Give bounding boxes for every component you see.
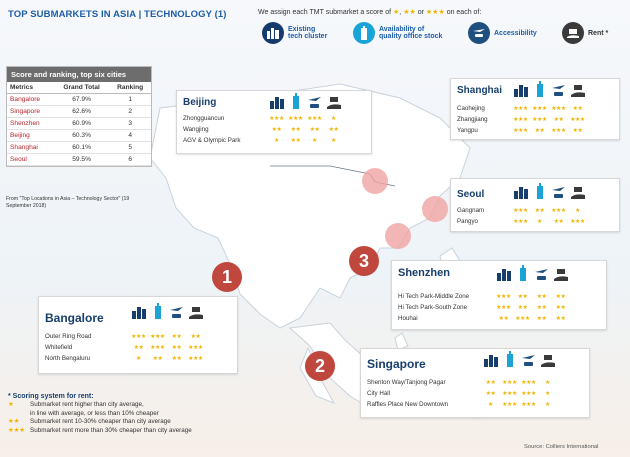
star-rating: ★★ xyxy=(517,293,528,300)
star-rating: ★★ xyxy=(536,304,547,311)
star-rating: ★★ xyxy=(536,293,547,300)
star-rating: ★★ xyxy=(553,116,564,123)
table-row: Shenzhen 60.9% 3 xyxy=(7,118,151,130)
star-rating: ★★ xyxy=(517,304,528,311)
star-rating: ★★★ xyxy=(502,379,517,386)
submarket-row xyxy=(183,124,343,134)
skyscraper-icon xyxy=(148,303,167,319)
footnote-line: ★★★ Submarket rent more than 30% cheaper than city average xyxy=(8,426,192,434)
footnote-line: ★★ Submarket rent 10-30% cheaper than city average xyxy=(8,418,171,426)
scoring-intro: We assign each TMT submarket a score of ★, ★★ or ★★★ on each of: xyxy=(258,9,482,16)
submarket-row xyxy=(183,135,343,145)
star-rating: ★★ xyxy=(555,315,566,322)
building-cluster-icon xyxy=(481,351,500,367)
star-rating: ★★★ xyxy=(513,105,528,112)
column-header: Grand Total xyxy=(54,82,109,94)
airplane-car-icon xyxy=(305,93,324,109)
building-cluster-icon xyxy=(494,265,513,281)
footnote-line: ★ Submarket rent higher than city average, xyxy=(8,401,144,409)
score-ranking-table xyxy=(6,66,152,167)
money-hand-icon xyxy=(568,81,587,97)
star-rating: ★ xyxy=(331,115,336,122)
airplane-car-icon xyxy=(532,265,551,281)
submarket-label: Wangjing xyxy=(183,125,209,133)
star-rating: ★★ xyxy=(485,390,496,397)
star-rating: ★★ xyxy=(171,333,182,340)
star-rating: ★★★ xyxy=(513,116,528,123)
money-hand-icon xyxy=(324,93,343,109)
submarket-row xyxy=(45,331,205,341)
submarket-label: City Hall xyxy=(367,389,391,397)
submarket-label: Gangnam xyxy=(457,206,485,214)
star-rating: ★★ xyxy=(536,315,547,322)
airplane-car-icon xyxy=(519,351,538,367)
star-rating: ★★★ xyxy=(307,115,322,122)
star-rating: ★★ xyxy=(171,355,182,362)
star-rating: ★★★ xyxy=(513,218,528,225)
submarket-label: Zhongguancun xyxy=(183,114,225,122)
airplane-car-icon xyxy=(468,22,490,44)
star-rating: ★ xyxy=(136,355,141,362)
star-rating: ★★ xyxy=(290,137,301,144)
score-table-header: Score and ranking, top six cities xyxy=(7,67,151,82)
star-rating: ★ xyxy=(545,379,550,386)
legend-rent: Rent * xyxy=(562,22,608,44)
skyscraper-icon xyxy=(353,22,375,44)
star-rating: ★ xyxy=(545,390,550,397)
star-rating: ★ xyxy=(537,218,542,225)
star-rating: ★★ xyxy=(553,218,564,225)
star-rating: ★ xyxy=(331,137,336,144)
star-rating: ★★★ xyxy=(188,355,203,362)
money-hand-icon xyxy=(186,303,205,319)
singapore-rank-marker: 2 xyxy=(305,351,335,381)
skyscraper-icon xyxy=(530,81,549,97)
star-rating: ★★★ xyxy=(269,115,284,122)
money-hand-icon xyxy=(551,265,570,281)
submarket-label: Raffles Place New Downtown xyxy=(367,400,449,408)
star-rating: ★★★ xyxy=(515,315,530,322)
skyscraper-icon xyxy=(530,183,549,199)
table-row: Bangalore 67.9% 1 xyxy=(7,94,151,106)
city-name: Beijing xyxy=(183,97,217,108)
skyscraper-icon xyxy=(286,93,305,109)
star-rating: ★★ xyxy=(190,333,201,340)
star-rating: ★★★ xyxy=(496,304,511,311)
building-cluster-icon xyxy=(129,303,148,319)
column-header: Metrics xyxy=(7,82,54,94)
star-rating: ★★★ xyxy=(521,401,536,408)
submarket-label: North Bengaluru xyxy=(45,354,91,362)
seoul-marker xyxy=(422,196,448,222)
submarket-label: Whitefield xyxy=(45,343,73,351)
star-rating: ★★ xyxy=(271,126,282,133)
submarket-row xyxy=(398,291,570,301)
star-rating: ★★★ xyxy=(521,390,536,397)
criteria-icons xyxy=(511,81,587,97)
city-card-shenzhen xyxy=(391,260,607,330)
star-rating: ★★★ xyxy=(532,105,547,112)
star-rating: ★★★ xyxy=(502,390,517,397)
submarket-label: Yangpu xyxy=(457,126,478,134)
star-rating: ★★ xyxy=(498,315,509,322)
star-rating: ★★ xyxy=(485,379,496,386)
submarket-row xyxy=(45,353,205,363)
table-row: Singapore 62.6% 2 xyxy=(7,106,151,118)
star-rating: ★★★ xyxy=(570,218,585,225)
source-credit: Source: Colliers International xyxy=(524,444,599,450)
star-rating: ★★ xyxy=(309,126,320,133)
star-rating: ★★ xyxy=(572,127,583,134)
airplane-car-icon xyxy=(549,81,568,97)
star-rating: ★★ xyxy=(555,304,566,311)
city-card-singapore xyxy=(360,348,590,418)
city-name: Seoul xyxy=(457,189,485,200)
shenzhen-rank-marker: 3 xyxy=(349,246,379,276)
star-rating: ★ xyxy=(274,137,279,144)
column-header: Ranking xyxy=(109,82,151,94)
money-hand-icon xyxy=(538,351,557,367)
star-rating: ★★★ xyxy=(521,379,536,386)
star-rating: ★★★ xyxy=(150,344,165,351)
submarket-row xyxy=(45,342,205,352)
skyscraper-icon xyxy=(513,265,532,281)
table-row: Seoul 59.5% 6 xyxy=(7,154,151,166)
city-card-shanghai xyxy=(450,78,620,140)
submarket-label: Hi Tech Park-South Zone xyxy=(398,303,468,311)
footnote-line: in line with average, or less than 10% cheaper xyxy=(30,409,159,417)
submarket-label: Caohejing xyxy=(457,104,485,112)
building-cluster-icon xyxy=(511,183,530,199)
city-name: Shenzhen xyxy=(398,267,450,279)
star-rating: ★★★ xyxy=(551,127,566,134)
rent-scoring-footnote xyxy=(8,392,192,435)
city-card-beijing xyxy=(176,90,372,154)
star-rating: ★★★ xyxy=(551,207,566,214)
submarket-row xyxy=(457,103,587,113)
table-row: Shanghai 60.1% 5 xyxy=(7,142,151,154)
building-cluster-icon xyxy=(262,22,284,44)
star-rating: ★★ xyxy=(534,127,545,134)
submarket-label: Hi Tech Park-Middle Zone xyxy=(398,292,470,300)
money-hand-icon xyxy=(568,183,587,199)
airplane-car-icon xyxy=(167,303,186,319)
submarket-label: Zhangjiang xyxy=(457,115,488,123)
bangalore-rank-marker: 1 xyxy=(212,262,242,292)
footnote-heading: * Scoring system for rent: xyxy=(8,393,94,400)
star-rating: ★★★ xyxy=(551,105,566,112)
submarket-row xyxy=(367,399,557,409)
city-name: Singapore xyxy=(367,357,426,371)
submarket-label: AGV & Olympic Park xyxy=(183,136,241,144)
star-rating: ★★ xyxy=(133,344,144,351)
star-rating: ★ xyxy=(488,401,493,408)
submarket-label: Shenton Way/Tanjong Pagar xyxy=(367,378,446,386)
skyscraper-icon xyxy=(500,351,519,367)
submarket-label: Outer Ring Road xyxy=(45,332,92,340)
star-rating: ★★ xyxy=(152,355,163,362)
star-rating: ★★ xyxy=(290,126,301,133)
page-title: TOP SUBMARKETS IN ASIA | TECHNOLOGY (1) xyxy=(8,9,227,20)
city-card-seoul xyxy=(450,178,620,232)
star-rating: ★★★ xyxy=(496,293,511,300)
table-row: Beijing 60.3% 4 xyxy=(7,130,151,142)
star-rating: ★ xyxy=(575,207,580,214)
shanghai-marker xyxy=(385,223,411,249)
submarket-row xyxy=(457,216,587,226)
city-card-bangalore xyxy=(38,296,238,374)
star-rating: ★★★ xyxy=(570,116,585,123)
star-rating: ★★★ xyxy=(513,127,528,134)
beijing-marker xyxy=(362,168,388,194)
building-cluster-icon xyxy=(511,81,530,97)
star-rating: ★★★ xyxy=(513,207,528,214)
star-rating: ★★★ xyxy=(532,116,547,123)
star-rating: ★★ xyxy=(328,126,339,133)
submarket-row xyxy=(367,377,557,387)
criteria-icons xyxy=(511,183,587,199)
submarket-label: Pangyo xyxy=(457,217,478,225)
star-rating: ★ xyxy=(312,137,317,144)
submarket-row xyxy=(398,313,570,323)
legend-accessibility: Accessibility xyxy=(468,22,537,44)
legend-existing-cluster: Existing tech cluster xyxy=(262,22,327,44)
submarket-row xyxy=(398,302,570,312)
star-rating: ★★★ xyxy=(288,115,303,122)
star-rating: ★★ xyxy=(171,344,182,351)
criteria-icons xyxy=(267,93,343,109)
submarket-row xyxy=(367,388,557,398)
star-rating: ★★ xyxy=(572,105,583,112)
star-rating: ★★ xyxy=(555,293,566,300)
star-rating: ★★ xyxy=(534,207,545,214)
star-rating: ★★★ xyxy=(188,344,203,351)
star-rating: ★★★ xyxy=(502,401,517,408)
money-hand-icon xyxy=(562,22,584,44)
criteria-icons xyxy=(129,303,205,319)
submarket-label: Houhai xyxy=(398,314,418,322)
star-rating: ★ xyxy=(545,401,550,408)
city-name: Shanghai xyxy=(457,85,503,96)
submarket-row xyxy=(183,113,343,123)
star-rating: ★★★ xyxy=(150,333,165,340)
submarket-row xyxy=(457,205,587,215)
submarket-row xyxy=(457,114,587,124)
building-cluster-icon xyxy=(267,93,286,109)
legend-office-stock: Availability of quality office stock xyxy=(353,22,442,44)
criteria-icons xyxy=(494,265,570,281)
airplane-car-icon xyxy=(549,183,568,199)
criteria-icons xyxy=(481,351,557,367)
table-source-note: From "Top Locations in Asia – Technology Sector" (19 September 2018) xyxy=(6,196,130,209)
star-rating: ★★★ xyxy=(131,333,146,340)
city-name: Bangalore xyxy=(45,311,104,325)
submarket-row xyxy=(457,125,587,135)
